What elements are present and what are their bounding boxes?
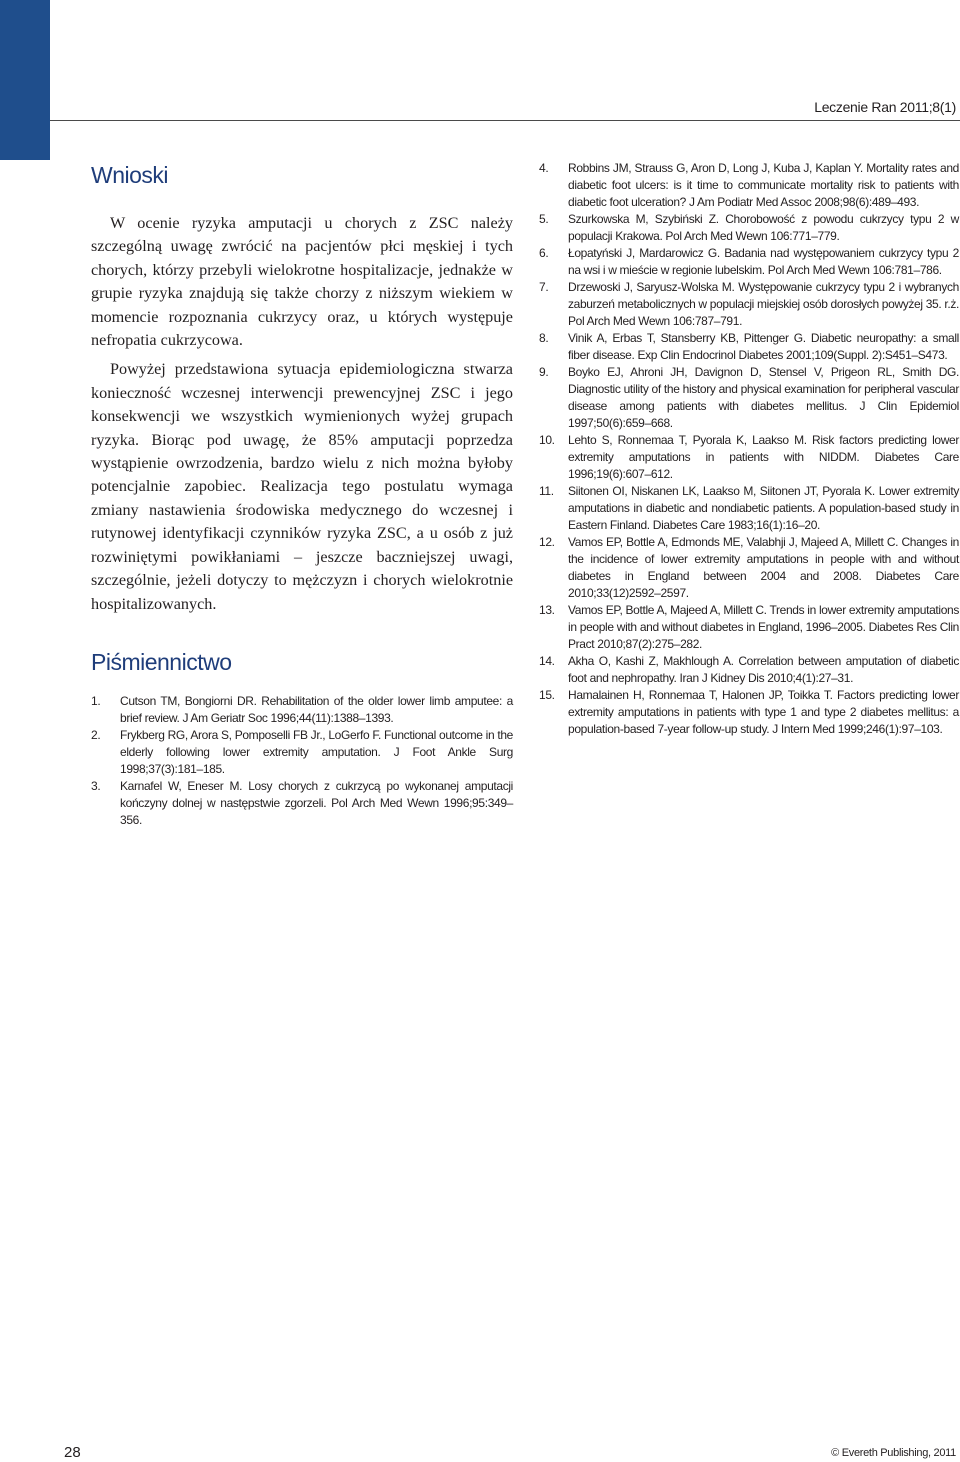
corner-accent-bar (0, 0, 50, 160)
copyright-notice: © Evereth Publishing, 2011 (831, 1447, 956, 1459)
reference-number: 8. (539, 331, 549, 345)
reference-number: 5. (539, 212, 549, 226)
reference-text: Cutson TM, Bongiorni DR. Rehabilitation of the older lower limb amputee: a brief review. J Am Geriatr Soc 1996;44(11):1388–1393. (120, 693, 513, 725)
reference-list-left (91, 693, 513, 829)
reference-text: Vinik A, Erbas T, Stansberry KB, Pittenger G. Diabetic neuropathy: a small fiber disease. Exp Clin Endocrinol Diabetes 2001;109(Suppl. 2):S451–S473. (568, 331, 959, 362)
reference-item (539, 364, 959, 432)
reference-text: Szurkowska M, Szybiński Z. Chorobowość z powodu cukrzycy typu 2 w populacji Krakowa. Pol Arch Med Wewn 106:771–779. (568, 212, 959, 243)
reference-item (539, 653, 959, 687)
left-column (91, 162, 513, 829)
reference-number: 7. (539, 280, 549, 294)
conclusions-body (91, 212, 513, 616)
reference-item (539, 534, 959, 602)
reference-text: Robbins JM, Strauss G, Aron D, Long J, Kuba J, Kaplan Y. Mortality rates and diabetic foot ulcers: is it time to communicate mortality risk to patients with diabetic foot ulceration? J Am Podiatr Med Assoc 2008;98(6):489–493. (568, 161, 959, 209)
reference-text: Akha O, Kashi Z, Makhlough A. Correlation between amputation of diabetic foot and nephropathy. Iran J Kidney Dis 2010;4(1):27–31. (568, 654, 959, 685)
reference-item (539, 160, 959, 211)
conclusions-paragraph: W ocenie ryzyka amputacji u chorych z ZSC należy szczególną uwagę zwrócić na pacjentów płci męskiej i tych chorych, którzy przebyli wielokrotne hospitalizacje, jednakże w grupie ryzyka znajdują się także chorzy z niższym wiekiem w momencie rozpoznania cukrzycy oraz, u których występuje nefropatia cukrzycowa. (91, 214, 513, 350)
conclusions-heading: Wnioski (91, 162, 169, 188)
reference-item (539, 483, 959, 534)
reference-number: 6. (539, 246, 549, 260)
reference-item (91, 727, 513, 778)
reference-item (539, 330, 959, 364)
reference-item (539, 602, 959, 653)
reference-item (539, 211, 959, 245)
reference-text: Siitonen OI, Niskanen LK, Laakso M, Siitonen JT, Pyorala K. Lower extremity amputations in diabetic and nondiabetic patients. A population-based study in Eastern Finland. Diabetes Care 1983;16(1):16–20. (568, 484, 959, 532)
reference-number: 15. (539, 688, 555, 702)
reference-text: Lehto S, Ronnemaa T, Pyorala K, Laakso M. Risk factors predicting lower extremity amputations in patients with NIDDM. Diabetes Care 1996;19(6):607–612. (568, 433, 959, 481)
reference-item (91, 693, 513, 727)
reference-number: 11. (539, 484, 554, 498)
page-number: 28 (64, 1444, 81, 1461)
reference-text: Vamos EP, Bottle A, Majeed A, Millett C. Trends in lower extremity amputations in people with and without diabetes in England, 1996–2005. Diabetes Res Clin Pract 2010;87(2):275–282. (568, 603, 959, 651)
reference-number: 3. (91, 778, 101, 793)
conclusions-paragraph: Powyżej przedstawiona sytuacja epidemiologiczna stwarza konieczność wczesnej interwencji prewencyjnej ZSC i jego konsekwencji we wszystkich wymienionych wyżej grupach ryzyka. Biorąc pod uwagę, że 85% amputacji poprzedza wystąpienie owrzodzenia, bardzo wielu z nich można byłoby potencjalnie zapobiec. Realizacja tego postulatu wymaga zmiany nastawienia środowiska medycznego do wczesnej i rutynowej identyfikacji czynników ryzyka ZSC, a u osób z już rozwiniętymi powikłaniami – jeszcze baczniejszej uwagi, szczególnie, jeżeli dotyczy to mężczyzn i chorych wielokrotnie hospitalizowanych. (91, 360, 513, 613)
reference-item (539, 245, 959, 279)
right-column (539, 160, 959, 738)
reference-text: Frykberg RG, Arora S, Pomposelli FB Jr., LoGerfo F. Functional outcome in the elderly following lower extremity amputation. J Foot Ankle Surg 1998;37(3):181–185. (120, 727, 513, 776)
reference-number: 14. (539, 654, 555, 668)
references-heading: Piśmiennictwo (91, 648, 232, 675)
reference-number: 10. (539, 433, 555, 447)
reference-item (539, 432, 959, 483)
reference-item (539, 279, 959, 330)
reference-text: Hamalainen H, Ronnemaa T, Halonen JP, Toikka T. Factors predicting lower extremity amputations in patients with type 1 and type 2 diabetes mellitus: a population-based 7-year follow-up study. J Intern Med 1999;246(1):97–103. (568, 688, 959, 736)
reference-text: Karnafel W, Eneser M. Losy chorych z cukrzycą po wykonanej amputacji kończyny dolnej w następstwie zgorzeli. Pol Arch Med Wewn 1996;95:349–356. (120, 778, 513, 827)
reference-text: Boyko EJ, Ahroni JH, Davignon D, Stensel V, Prigeon RL, Smith DG. Diagnostic utility of the history and physical examination for peripheral vascular disease among patients with diabetes mellitus. J Clin Epidemiol 1997;50(6):659–668. (568, 365, 959, 430)
reference-number: 13. (539, 603, 555, 617)
reference-list-right (539, 160, 959, 738)
header-rule (50, 120, 960, 121)
journal-reference: Leczenie Ran 2011;8(1) (814, 99, 956, 115)
reference-item (91, 778, 513, 829)
reference-text: Drzewoski J, Saryusz-Wolska M. Występowanie cukrzycy typu 2 i wybranych zaburzeń metabolicznych w populacji miejskiej osób dorosłych powyżej 35. r.ż. Pol Arch Med Wewn 106:787–791. (568, 280, 959, 328)
reference-number: 12. (539, 535, 555, 549)
reference-number: 1. (91, 693, 101, 708)
reference-number: 2. (91, 727, 101, 742)
reference-number: 9. (539, 365, 549, 379)
reference-number: 4. (539, 161, 549, 175)
reference-text: Łopatyński J, Mardarowicz G. Badania nad występowaniem cukrzycy typu 2 na wsi i w mieście w regionie lubelskim. Pol Arch Med Wewn 106:781–786. (568, 246, 959, 277)
reference-text: Vamos EP, Bottle A, Edmonds ME, Valabhji J, Majeed A, Millett C. Changes in the incidence of lower extremity amputations in people with and without diabetes in England between 2004 and 2008. Diabetes Care 2010;33(12)2592–2597. (568, 535, 959, 600)
reference-item (539, 687, 959, 738)
